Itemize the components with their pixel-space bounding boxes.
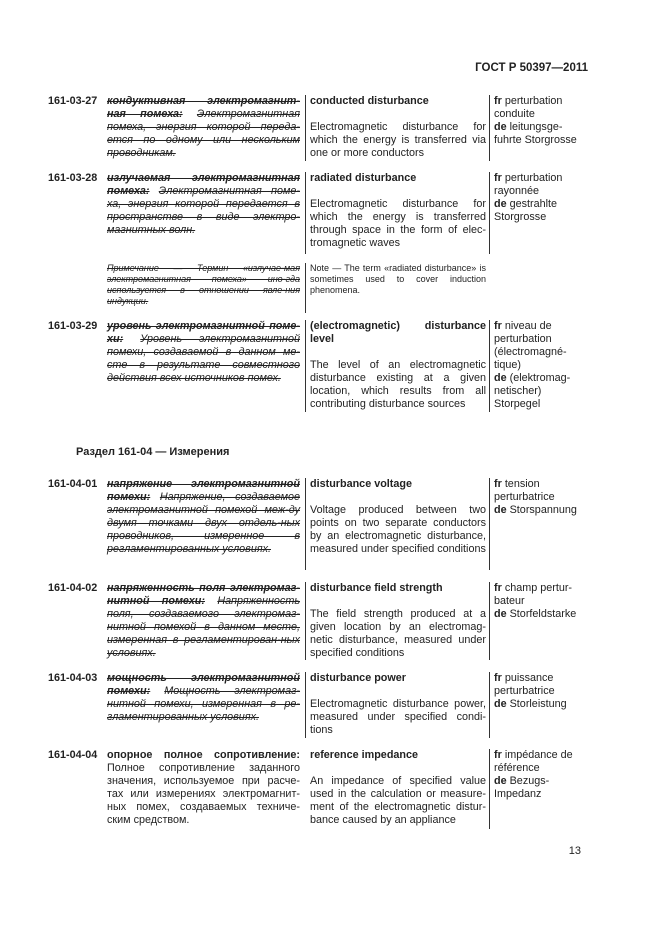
de-text: gestrahlte Storgrosse (494, 198, 558, 223)
en-text: Electromagnetic disturbance for which the energy is transferred through space in the form of elec-tromagnetic waves (310, 198, 486, 249)
ru-text: Напряжение, создаваемое электромагнитной помехой меж-ду двумя точками двух отдель-ных проводников, измеренное в регламентированных условиях. (107, 491, 300, 555)
fr-text: champ pertur-bateur (494, 582, 573, 607)
change-bar (305, 582, 306, 660)
fr-label: fr (494, 672, 502, 684)
change-bar (489, 672, 490, 738)
page-number: 13 (568, 845, 581, 857)
fr-label: fr (494, 95, 502, 107)
change-bar (305, 95, 306, 161)
ru-definition (107, 749, 300, 827)
change-bar (305, 672, 306, 738)
de-label: de (494, 372, 507, 384)
ru-term: уровень электромагнитной поме-хи: (107, 320, 300, 345)
en-term: conducted disturbance (310, 95, 429, 107)
en-definition (310, 582, 486, 660)
fr-label: fr (494, 749, 502, 761)
change-bar (489, 95, 490, 161)
en-definition (310, 672, 486, 737)
de-text: (elektromag-netischer) Storpegel (494, 372, 571, 410)
en-term: reference impedance (310, 749, 419, 761)
fr-label: fr (494, 320, 502, 332)
en-term: disturbance voltage (310, 478, 412, 490)
en-definition (310, 478, 486, 556)
ru-text: Полное сопротивление заданного значения, используемое при расче-тах или измерениях электромагнит-ных помех, создаваемых техниче-ским средством. (107, 762, 300, 826)
de-text: Storleistung (509, 698, 567, 710)
de-label: de (494, 121, 507, 133)
en-term: radiated disturbance (310, 172, 417, 184)
de-label: de (494, 198, 507, 210)
en-text: An impedance of specified value used in the calculation or measure-ment of the electromagnetic distur-bance caused by an appliance (310, 775, 486, 826)
en-definition (310, 95, 486, 160)
ru-definition (107, 320, 300, 385)
fr-text: niveau de perturbation (électromagné-tique) (494, 320, 567, 371)
ru-definition (107, 478, 300, 556)
fr-text: puissance perturbatrice (494, 672, 555, 697)
de-text: leitungsge-fuhrte Storgrosse (494, 121, 577, 146)
ru-definition (107, 172, 300, 237)
fr-label: fr (494, 172, 502, 184)
de-label: de (494, 504, 507, 516)
term-code: 161-03-27 (48, 95, 98, 107)
ru-term: кондуктивная электромагнит-ная помеха: (107, 95, 300, 120)
de-label: de (494, 698, 507, 710)
term-code: 161-04-02 (48, 582, 98, 594)
change-bar (305, 263, 306, 313)
term-code: 161-04-01 (48, 478, 98, 490)
en-text: Electromagnetic disturbance power, measured under specified condi-tions (310, 698, 486, 736)
change-bar (305, 478, 306, 570)
fr-de-equivalents (494, 95, 590, 147)
term-code: 161-03-29 (48, 320, 98, 332)
change-bar (489, 320, 490, 412)
fr-de-equivalents (494, 582, 590, 621)
ru-text: Уровень электромагнитной помехи, создаваемой в данном ме-сте в результате совместного действия всех источников помех. (107, 333, 300, 384)
fr-text: impédance de référence (494, 749, 573, 774)
standard-header: ГОСТ Р 50397—2011 (475, 62, 588, 74)
fr-label: fr (494, 478, 502, 490)
en-text: Voltage produced between two points on two separate conductors by an electromagnetic disturbance, measured under specified conditions (310, 504, 486, 555)
change-bar (305, 320, 306, 412)
fr-de-equivalents (494, 172, 590, 224)
change-bar (489, 749, 490, 829)
ru-term: излучаемая электромагнитная помеха: (107, 172, 300, 197)
en-text: The level of an electromagnetic disturbance existing at a given location, which results from all contributing disturbance sources (310, 359, 486, 410)
ru-text: Мощность электромаг-нитной помехи, измеренная в ре-гламентированных условиях. (107, 685, 301, 723)
section-title: Раздел 161-04 — Измерения (76, 446, 230, 458)
ru-text: Напряженность поля, создаваемого электромаг-нитной помехой в данном месте, измеренная в регламентирован-ных условиях. (107, 595, 300, 659)
fr-de-equivalents (494, 478, 590, 517)
ru-definition (107, 582, 300, 660)
de-label: de (494, 608, 507, 620)
ru-text: Электромагнитная поме-ха, энергия которой передается в пространстве в виде электро-магнитных волн. (107, 185, 300, 236)
ru-definition (107, 672, 300, 724)
ru-term: мощность электромагнитной помехи: (107, 672, 300, 697)
en-text: The field strength produced at a given location by an electromag-netic disturbance, measured under specified conditions (310, 608, 486, 659)
en-note: Note — The term «radiated disturbance» is sometimes used to cover induction phenomena. (310, 263, 486, 295)
change-bar (305, 172, 306, 254)
ru-definition (107, 95, 300, 160)
ru-term: опорное полное сопротивление: (107, 749, 300, 761)
en-text: Electromagnetic disturbance for which the energy is transferred via one or more conductors (310, 121, 486, 159)
de-text: Storfeldstarke (509, 608, 577, 620)
en-term: (electromagnetic) disturbance level (310, 320, 486, 345)
term-code: 161-03-28 (48, 172, 98, 184)
de-text: Storspannung (509, 504, 577, 516)
fr-de-equivalents (494, 672, 590, 711)
fr-text: tension perturbatrice (494, 478, 555, 503)
term-code: 161-04-03 (48, 672, 98, 684)
de-label: de (494, 775, 507, 787)
ru-text: Электромагнитная помеха, энергия которой переда-ется по одному или нескольким проводникам. (107, 108, 300, 159)
ru-note: Примечание — Термин «излучае-мая электромагнитная помеха» ино-гда используется в отношении явле-ния индукции. (107, 263, 300, 306)
de-text: Bezugs-Impedanz (494, 775, 550, 800)
en-term: disturbance field strength (310, 582, 443, 594)
en-term: disturbance power (310, 672, 406, 684)
fr-label: fr (494, 582, 502, 594)
term-code: 161-04-04 (48, 749, 98, 761)
fr-de-equivalents (494, 749, 590, 801)
en-definition (310, 320, 486, 411)
fr-text: perturbation conduite (494, 95, 563, 120)
change-bar (489, 582, 490, 660)
change-bar (489, 478, 490, 570)
ru-term: напряжение электромагнитной помехи: (107, 478, 300, 503)
en-definition (310, 749, 486, 827)
ru-term: напряженность поля электромаг-нитной помехи: (107, 582, 300, 607)
fr-text: perturbation rayonnée (494, 172, 563, 197)
change-bar (489, 172, 490, 254)
fr-de-equivalents (494, 320, 590, 411)
en-definition (310, 172, 486, 250)
